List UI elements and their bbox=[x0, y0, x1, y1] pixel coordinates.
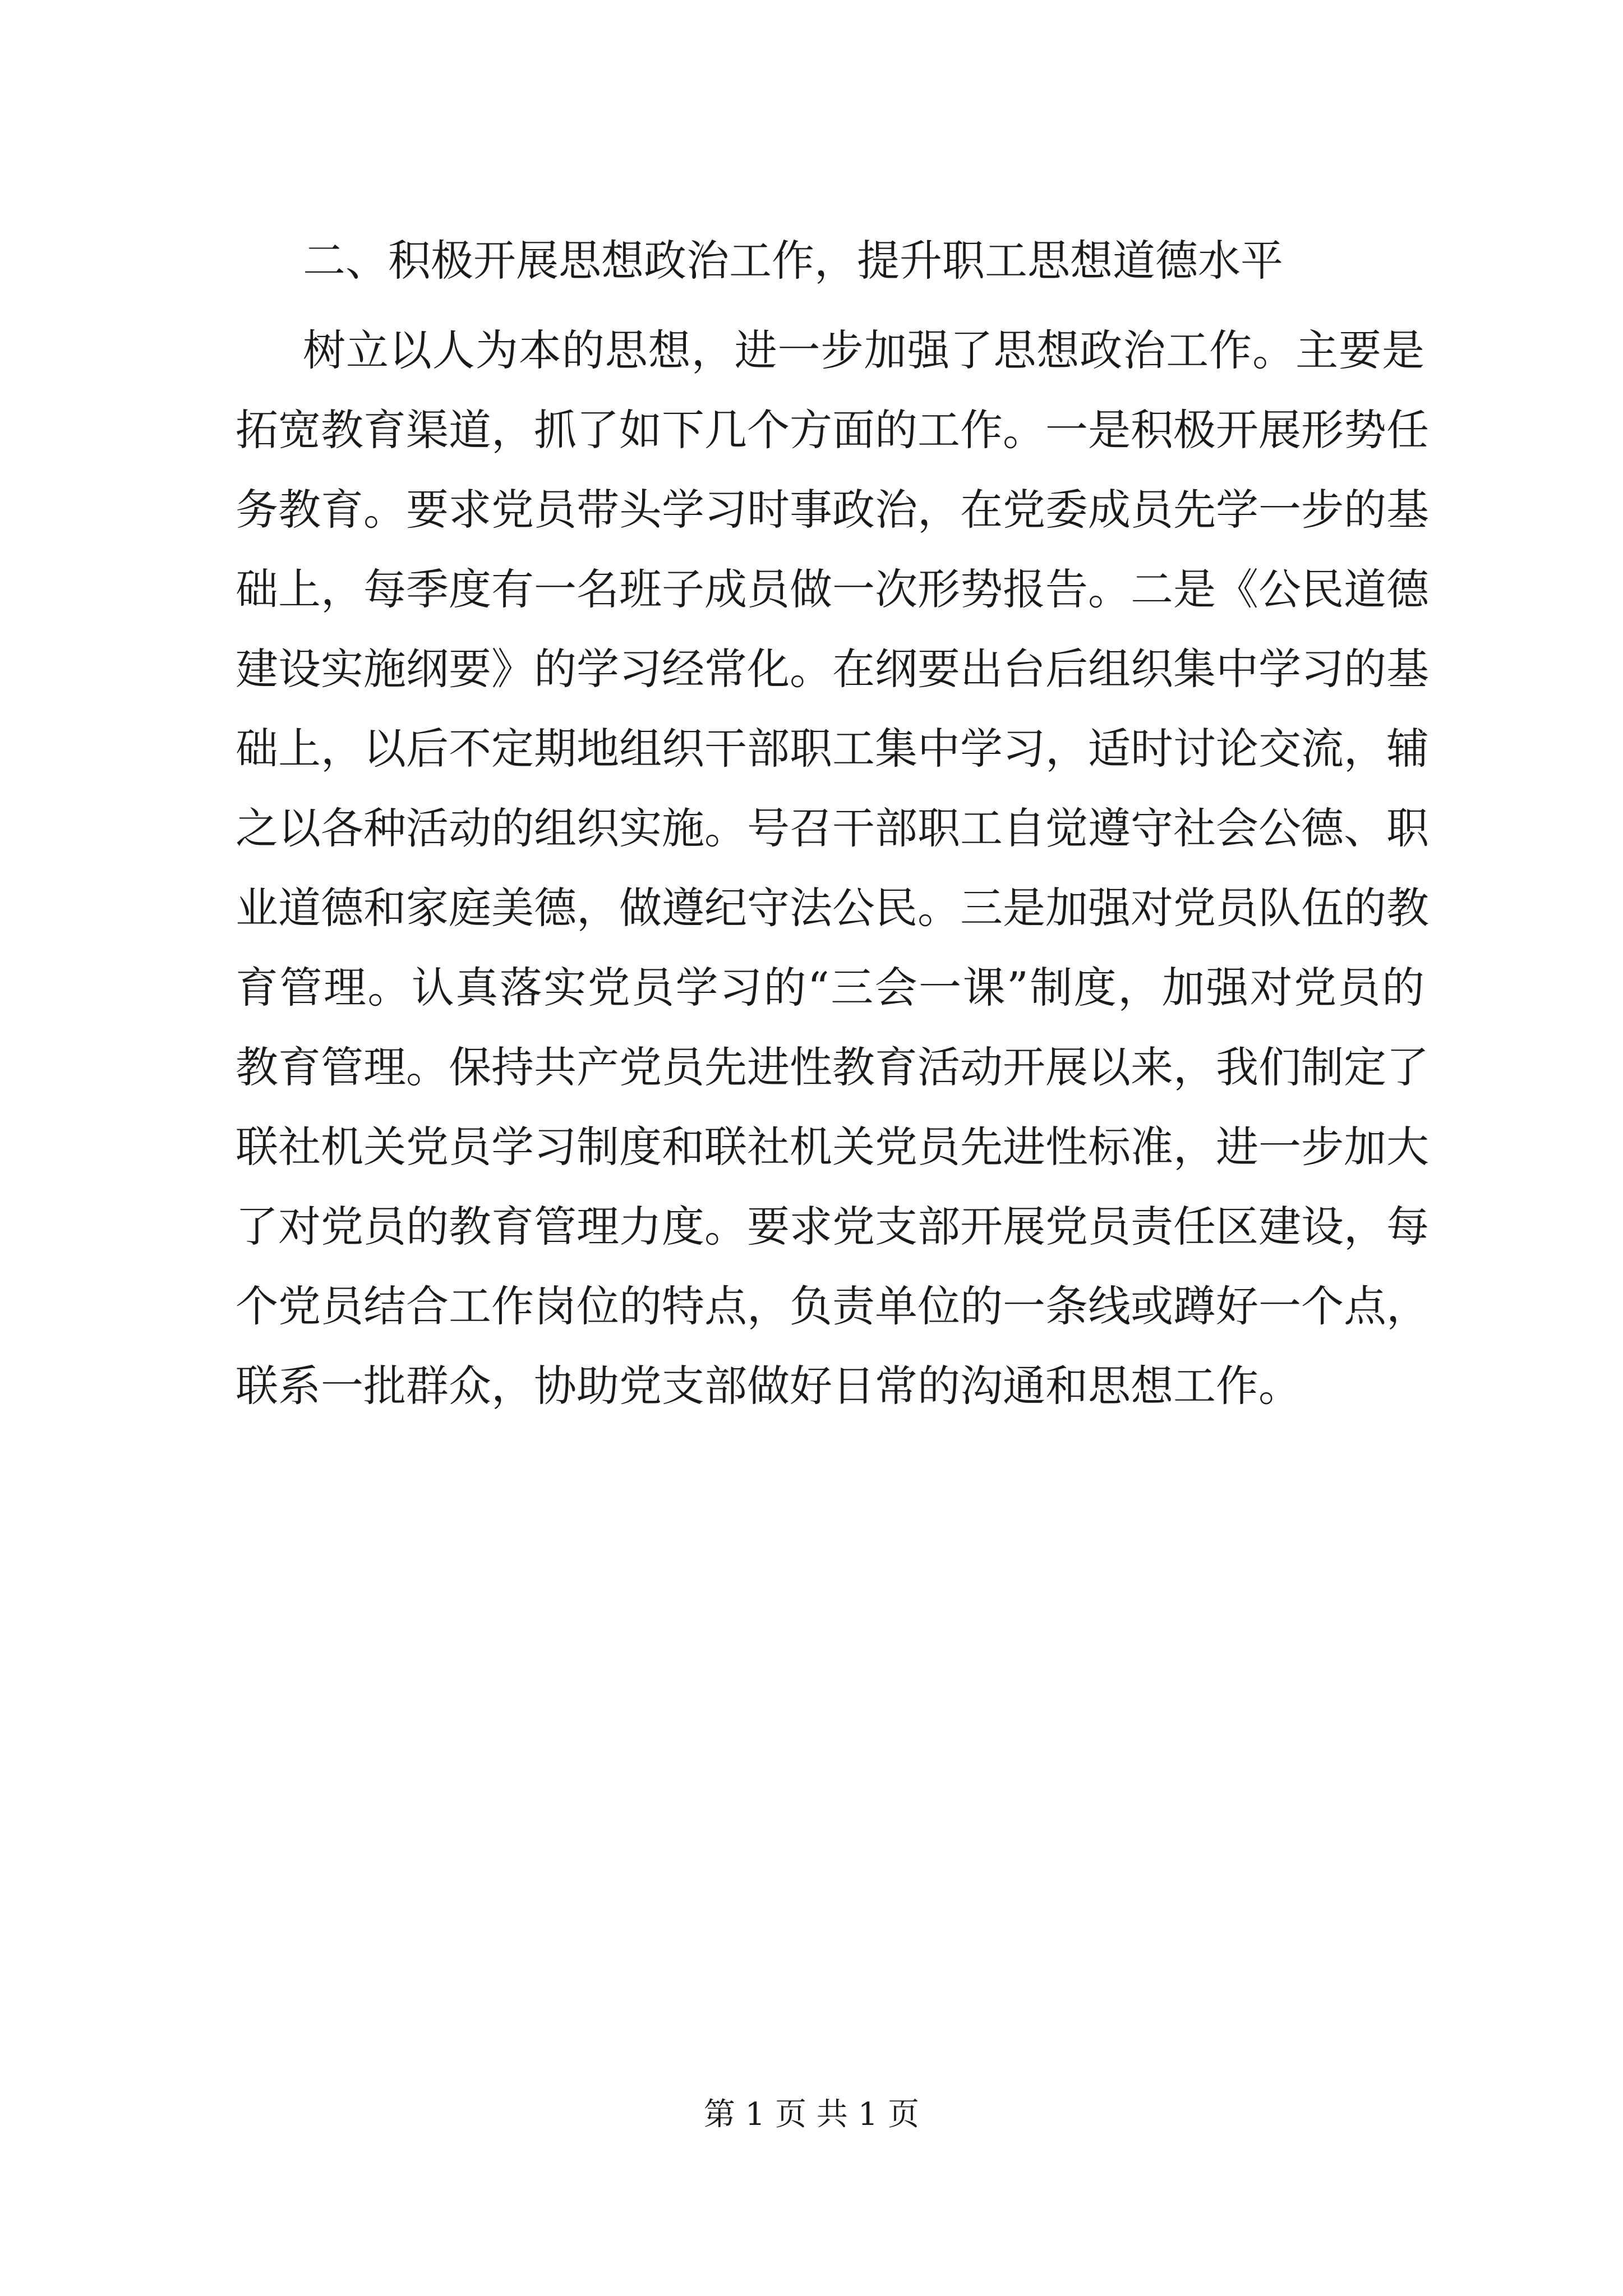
paragraph-line: 教育管理。保持共产党员先进性教育活动开展以来，我们制定了 bbox=[236, 1042, 1429, 1092]
paragraph-line: 育管理。认真落实党员学习的“三会一课”制度，加强对党员的 bbox=[236, 963, 1424, 1013]
paragraph-line: 建设实施纲要》的学习经常化。在纲要出台后组织集中学习的基 bbox=[236, 644, 1429, 694]
section-heading: 二、积极开展思想政治工作，提升职工思想道德水平 bbox=[303, 236, 1283, 286]
paragraph-line: 础上，每季度有一名班子成员做一次形势报告。二是《公民道德 bbox=[236, 564, 1429, 614]
paragraph-line: 务教育。要求党员带头学习时事政治，在党委成员先学一步的基 bbox=[236, 485, 1429, 535]
paragraph-line: 业道德和家庭美德，做遵纪守法公民。三是加强对党员队伍的教 bbox=[236, 883, 1429, 933]
page-number-footer: 第 1 页 共 1 页 bbox=[703, 2096, 920, 2133]
paragraph-line: 联系一批群众，协助党支部做好日常的沟通和思想工作。 bbox=[236, 1361, 1301, 1411]
paragraph-line: 联社机关党员学习制度和联社机关党员先进性标准，进一步加大 bbox=[236, 1122, 1429, 1172]
paragraph-line: 拓宽教育渠道，抓了如下几个方面的工作。一是积极开展形势任 bbox=[236, 405, 1429, 455]
paragraph-line: 个党员结合工作岗位的特点，负责单位的一条线或蹲好一个点， bbox=[236, 1281, 1429, 1331]
paragraph-line: 了对党员的教育管理力度。要求党支部开展党员责任区建设，每 bbox=[236, 1202, 1429, 1251]
paragraph-line: 础上，以后不定期地组织干部职工集中学习，适时讨论交流，辅 bbox=[236, 724, 1429, 774]
paragraph-line: 树立以人为本的思想，进一步加强了思想政治工作。主要是 bbox=[303, 325, 1424, 375]
paragraph-line: 之以各种活动的组织实施。号召干部职工自觉遵守社会公德、职 bbox=[236, 803, 1429, 853]
